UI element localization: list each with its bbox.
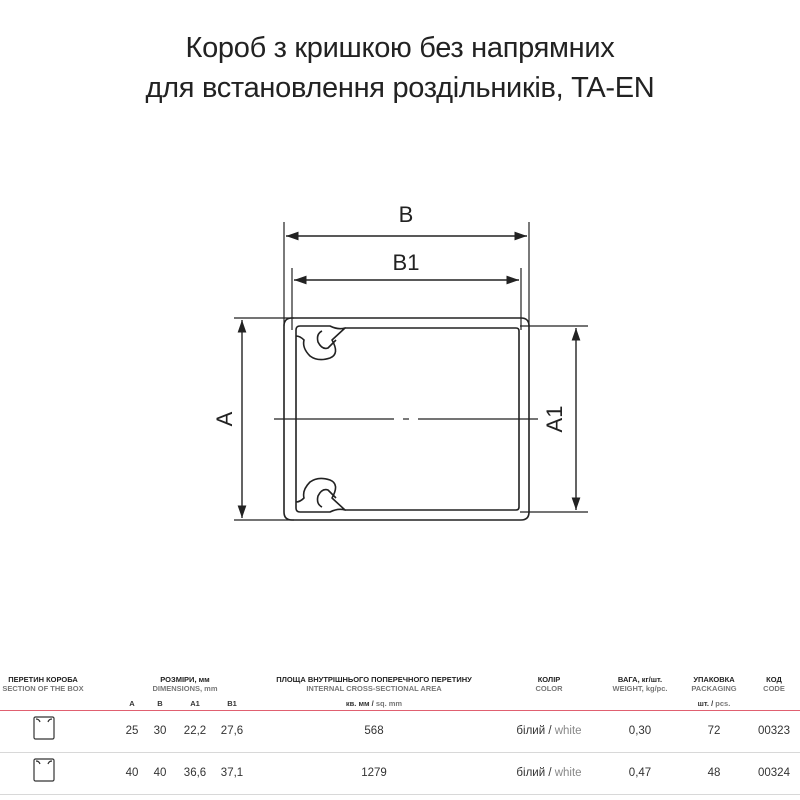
subheader-a1: A1 [190,699,200,708]
cell-packaging: 48 [707,767,721,779]
header-packaging: УПАКОВКА PACKAGING [691,675,737,693]
title-line-2: для встановлення роздільників, TA-EN [145,72,655,104]
subheader-pack-unit: шт. / pcs. [697,699,731,708]
header-area: ПЛОЩА ВНУТРІШНЬОГО ПОПЕРЕЧНОГО ПЕРЕТИНУ INTERNAL CROSS-SECTIONAL AREA [276,675,472,693]
subheader-area-unit: кв. мм / sq. mm [345,699,403,708]
label-b1: B1 [392,250,420,275]
cell-a1: 36,6 [183,767,207,779]
cell-color: білий / white [516,767,582,779]
cell-area: 568 [364,725,384,737]
header-section: ПЕРЕТИН КОРОБА SECTION OF THE BOX [2,675,84,693]
header-dimensions: РОЗМІРИ, мм DIMENSIONS, mm [152,675,218,693]
cell-packaging: 72 [707,725,721,737]
cell-code: 00323 [758,725,790,737]
cell-area: 1279 [361,767,387,779]
section-thumbnail-icon [33,716,55,740]
cell-weight: 0,30 [628,725,652,737]
table-separator-bottom [0,794,800,795]
header-weight: ВАГА, кг/шт. WEIGHT, kg/pc. [612,675,668,693]
table-separator-top [0,710,800,711]
header-color: КОЛІР COLOR [535,675,563,693]
table-separator-middle [0,752,800,753]
cell-a1: 22,2 [183,725,207,737]
title-line-1: Короб з кришкою без напрямних [185,32,615,64]
cell-b: 40 [153,767,167,779]
subheader-b: B [157,699,163,708]
cell-a: 25 [125,725,139,737]
cell-b1: 27,6 [220,725,244,737]
label-a: A [212,411,237,427]
cell-color: білий / white [516,725,582,737]
cell-weight: 0,47 [628,767,652,779]
header-code: КОД CODE [763,675,785,693]
label-b: B [398,202,414,227]
cell-code: 00324 [758,767,790,779]
label-a1: A1 [542,405,567,433]
subheader-b1: B1 [227,699,237,708]
subheader-a: A [129,699,135,708]
section-thumbnail-icon [33,758,55,782]
cell-b: 30 [153,725,167,737]
cell-b1: 37,1 [220,767,244,779]
cell-a: 40 [125,767,139,779]
